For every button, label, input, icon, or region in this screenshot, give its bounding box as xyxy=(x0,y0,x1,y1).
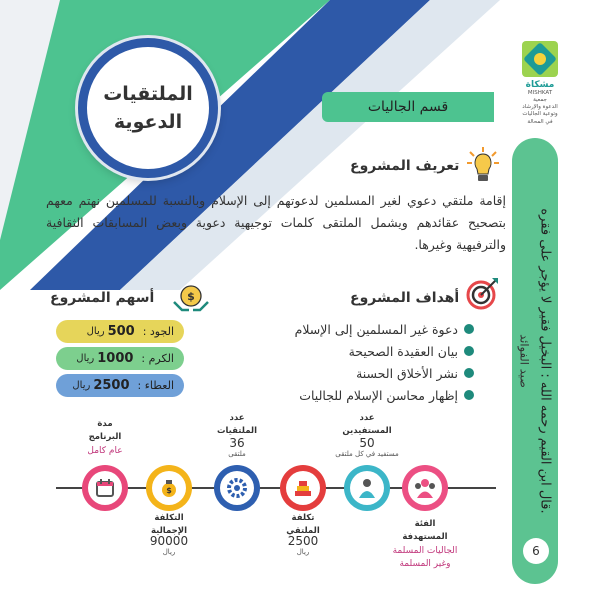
money-hands-icon xyxy=(172,282,210,320)
organization-logo xyxy=(512,38,568,126)
goals-title: أهداف المشروع xyxy=(350,290,460,306)
timeline-value-target: الجاليات المسلمة وغير المسلمة xyxy=(392,546,458,569)
timeline-label-meetings: عدد الملتقيات xyxy=(216,413,258,436)
person-icon xyxy=(350,471,384,505)
timeline-value-total: 90000 ريال xyxy=(149,534,189,556)
timeline-value-cost: 2500 ريال xyxy=(287,534,319,556)
calendar-icon xyxy=(88,471,122,505)
lightbulb-icon xyxy=(466,146,500,188)
shares-title: أسهم المشروع xyxy=(50,290,155,306)
money-bag-icon xyxy=(152,471,186,505)
goal-item: نشر الأخلاق الحسنة xyxy=(294,362,474,384)
timeline-label-target: الفئة المستهدفة xyxy=(402,519,448,542)
timeline-node-duration xyxy=(82,465,128,511)
department-banner: قسم الجاليات xyxy=(322,92,494,122)
target-icon xyxy=(466,276,500,314)
logo-name: مشكاة xyxy=(525,80,555,90)
timeline-value-meetings: 36 ملتقى xyxy=(228,436,246,458)
page-number: 6 xyxy=(523,538,549,564)
quote-text-block xyxy=(515,141,554,581)
timeline-value-duration: عام كامل xyxy=(87,446,123,456)
timeline-label-total: التكلفة الإجمالية xyxy=(150,513,188,536)
goal-item: دعوة غير المسلمين إلى الإسلام xyxy=(294,318,474,340)
quote-text: قال ابن القيم رحمه الله : البخيل فقير لا يؤجر على فقره. xyxy=(537,208,553,514)
timeline-node-target xyxy=(402,465,448,511)
goal-item: إظهار محاسن الإسلام للجاليات xyxy=(294,384,474,406)
page-title-line1: الملتقيات xyxy=(103,82,193,105)
definition-title: تعريف المشروع xyxy=(350,158,460,174)
timeline-node-total xyxy=(146,465,192,511)
page-title-badge xyxy=(78,38,218,178)
timeline-node-cost xyxy=(280,465,326,511)
svg-text:$: $ xyxy=(166,486,172,495)
lantern-logo-icon xyxy=(519,38,561,80)
quote-source: صيد الفوائد xyxy=(517,334,532,388)
goals-list xyxy=(294,318,474,406)
timeline-node-meetings xyxy=(214,465,260,511)
coins-icon xyxy=(286,471,320,505)
logo-sub-line3: وتوعية الجاليات xyxy=(522,111,558,118)
logo-latin: MISHKAT xyxy=(527,90,553,96)
timeline-node-beneficiaries xyxy=(344,465,390,511)
goal-item: بيان العقيدة الصحيحة xyxy=(294,340,474,362)
share-pill: الكرم : 1000 ريال xyxy=(56,347,184,370)
logo-sub-line4: في المحالة xyxy=(527,118,553,125)
bullet-icon xyxy=(464,324,474,334)
timeline-value-beneficiaries: 50 مستفيد في كل ملتقى xyxy=(335,436,399,458)
timeline-label-duration: مدة البرنامج xyxy=(88,419,122,442)
bullet-icon xyxy=(464,390,474,400)
definition-text: إقامة ملتقي دعوي لغير المسلمين لدعوتهم إلى الإسلام وبالنسبة للمسلمين نهتم معهم بتصحيح عقائدهم ويشمل الملتقى كلمات توجيهية دعوية وبعض المسابقات الثقافية والترفيهية وغيرها. xyxy=(46,193,506,252)
svg-text:$: $ xyxy=(187,290,195,303)
page-title-line2: الدعوية xyxy=(113,111,183,133)
timeline-label-cost: تكلفة الملتقي xyxy=(286,513,320,536)
share-pill: العطاء : 2500 ريال xyxy=(56,374,184,397)
bullet-icon xyxy=(464,368,474,378)
timeline-label-beneficiaries: عدد المستفيدين xyxy=(342,413,392,436)
logo-sub-line2: الدعوة والإرشاد xyxy=(522,104,558,111)
gear-icon xyxy=(220,471,254,505)
bullet-icon xyxy=(464,346,474,356)
group-icon xyxy=(408,471,442,505)
logo-sub-line1: جمعية xyxy=(533,97,547,104)
share-pill: الجود : 500 ريال xyxy=(56,320,184,343)
